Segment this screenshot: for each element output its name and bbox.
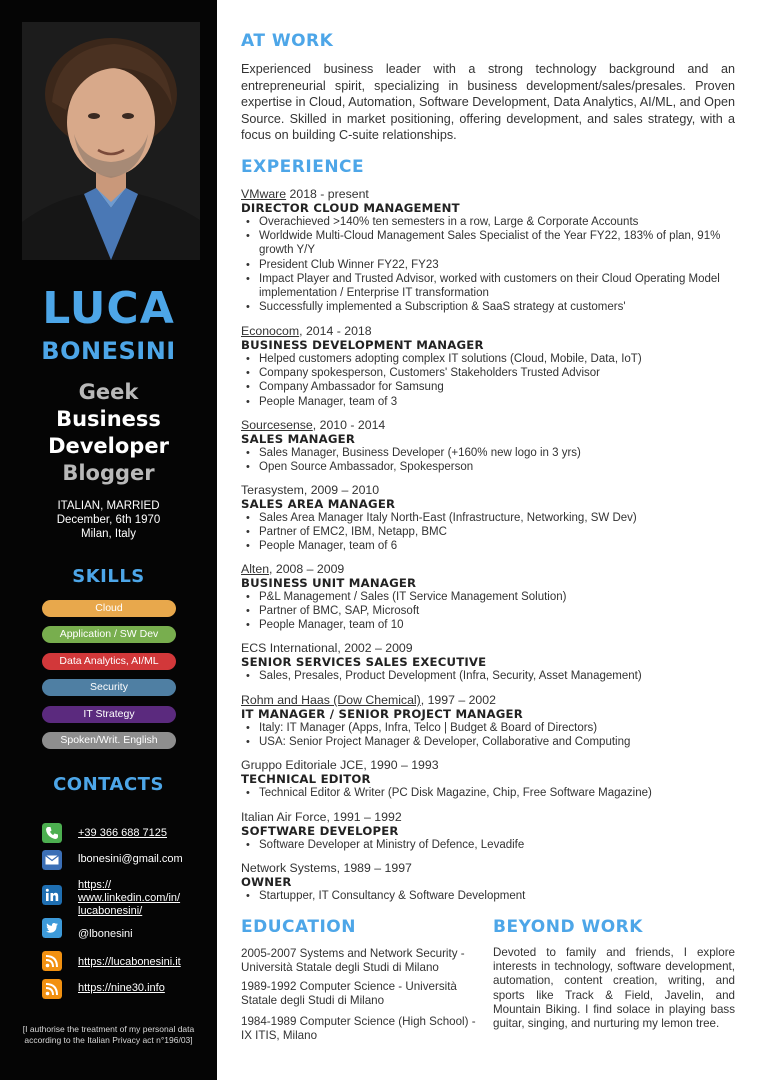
job-bullet: • Open Source Ambassador, Spokesperson: [241, 460, 741, 474]
job-bullet: • USA: Senior Project Manager & Developer, Collaborative and Computing: [241, 735, 741, 749]
job-role: SALES MANAGER: [241, 432, 356, 446]
job-role: OWNER: [241, 875, 292, 889]
job-bullets: [241, 215, 741, 314]
job-bullet: • Technical Editor & Writer (PC Disk Magazine, Chip, Free Software Magazine): [241, 786, 741, 800]
job-period: , 2002 – 2009: [337, 641, 413, 655]
job-bullets: [241, 511, 741, 554]
rss-icon: [42, 951, 62, 971]
job-company-line: [241, 187, 741, 201]
job-bullet: • Impact Player and Trusted Advisor, worked with customers on their Cloud Operating Model implementation / Enterprise IT transformation: [241, 272, 741, 300]
linkedin-icon: [42, 885, 62, 905]
job-bullets: [241, 669, 741, 683]
contact-site[interactable]: [42, 979, 212, 1001]
job-company: Sourcesense: [241, 418, 313, 432]
job-role: BUSINESS UNIT MANAGER: [241, 576, 417, 590]
job-entry: [241, 758, 741, 800]
contacts-heading: CONTACTS: [53, 774, 164, 795]
education-item: 1984-1989 Computer Science (High School) - IX ITIS, Milano: [241, 1015, 476, 1043]
job-bullet: • People Manager, team of 10: [241, 618, 741, 632]
job-bullet: • Sales, Presales, Product Development (Infra, Security, Asset Management): [241, 669, 741, 683]
skill-badge-data: Data Analytics, AI/ML: [42, 653, 176, 670]
skill-badge-appdev: Application / SW Dev: [42, 626, 176, 643]
twitter-icon: [42, 918, 62, 938]
job-period: , 1997 – 2002: [420, 693, 496, 707]
skill-badge-strategy: IT Strategy: [42, 706, 176, 723]
job-period: , 2010 - 2014: [312, 418, 386, 432]
education-item: 2005-2007 Systems and Network Security - Università Statale degli Studi di Milano: [241, 947, 465, 975]
job-company-line: [241, 562, 741, 576]
site-url[interactable]: https://nine30.info: [78, 982, 165, 994]
job-company-line: [241, 483, 741, 497]
job-company: Rohm and Haas (Dow Chemical): [241, 693, 421, 707]
job-company-line: [241, 861, 741, 875]
job-bullets: [241, 786, 741, 800]
summary-paragraph: Experienced business leader with a strong technology background and an entrepreneurial spirit, specializing in business development/sales/presales. Proven expertise in Cloud, Automation, Software Development, Data Analytics, AI/ML, and Open Source. Skilled in market positioning, offering development, and sales strategy, with a focus on building C-suite relationships.: [241, 62, 735, 143]
job-bullet: • Company spokesperson, Customers' Stakeholders Trusted Advisor: [241, 366, 741, 380]
last-name: BONESINI: [41, 337, 176, 365]
job-entry: [241, 187, 741, 314]
profile-photo: [22, 22, 200, 260]
job-bullet: • Startupper, IT Consultancy & Software Development: [241, 889, 741, 903]
email-address[interactable]: lbonesini@gmail.com: [78, 853, 183, 865]
job-bullets: [241, 721, 741, 749]
blog-url[interactable]: https://lucabonesini.it: [78, 956, 181, 968]
job-bullets: [241, 352, 741, 409]
job-bullet: • People Manager, team of 3: [241, 395, 741, 409]
job-role: SOFTWARE DEVELOPER: [241, 824, 399, 838]
sidebar: [0, 0, 217, 1080]
job-bullet: • Partner of BMC, SAP, Microsoft: [241, 604, 741, 618]
job-bullets: [241, 446, 741, 474]
job-company: Econocom: [241, 324, 300, 338]
job-role: TECHNICAL EDITOR: [241, 772, 371, 786]
job-role: BUSINESS DEVELOPMENT MANAGER: [241, 338, 484, 352]
contact-twitter[interactable]: [42, 918, 212, 940]
tagline-developer: Developer: [48, 434, 169, 458]
job-entry: [241, 641, 741, 683]
job-bullet: • People Manager, team of 6: [241, 539, 741, 553]
job-period: , 1991 – 1992: [326, 810, 402, 824]
phone-number[interactable]: +39 366 688 7125: [78, 827, 168, 839]
job-company: ECS International: [241, 641, 338, 655]
contact-email[interactable]: [42, 850, 212, 872]
job-company: Terasystem: [241, 483, 304, 497]
job-company-line: [241, 693, 741, 707]
phone-icon: [42, 823, 62, 843]
job-company-line: [241, 324, 741, 338]
job-bullets: [241, 838, 741, 852]
personal-birthdate: December, 6th 1970: [56, 514, 161, 526]
job-bullet: • Sales Manager, Business Developer (+160% new logo in 3 yrs): [241, 446, 741, 460]
skill-badge-english: Spoken/Writ. English: [42, 732, 176, 749]
skills-heading: SKILLS: [72, 566, 145, 587]
job-entry: [241, 562, 741, 633]
job-bullet: • P&L Management / Sales (IT Service Management Solution): [241, 590, 741, 604]
first-name: LUCA: [42, 283, 175, 334]
personal-location: Milan, Italy: [81, 528, 136, 540]
job-period: , 2009 – 2010: [303, 483, 380, 497]
twitter-handle[interactable]: @lbonesini: [78, 928, 133, 940]
job-entry: [241, 418, 741, 474]
job-entry: [241, 324, 741, 409]
job-bullet: • Sales Area Manager Italy North-East (Infrastructure, Networking, SW Dev): [241, 511, 741, 525]
job-bullet: • Partner of EMC2, IBM, Netapp, BMC: [241, 525, 741, 539]
education-heading: EDUCATION: [241, 917, 356, 937]
job-entry: [241, 810, 741, 852]
beyond-work-heading: BEYOND WORK: [493, 917, 643, 937]
skill-badge-cloud: Cloud: [42, 600, 176, 617]
job-bullets: [241, 889, 741, 903]
job-bullet: • Worldwide Multi-Cloud Management Sales Specialist of the Year FY22, 183% of plan, 91% growth Y/Y: [241, 229, 741, 257]
job-entry: [241, 693, 741, 749]
experience-heading: EXPERIENCE: [241, 157, 365, 177]
job-company-line: [241, 641, 741, 655]
job-period: , 1989 – 1997: [336, 861, 412, 875]
job-bullet: • Successfully implemented a Subscription & SaaS strategy at customers': [241, 300, 741, 314]
job-role: DIRECTOR CLOUD MANAGEMENT: [241, 201, 460, 215]
job-company: VMware: [241, 187, 287, 201]
tagline-geek: Geek: [78, 380, 139, 404]
job-bullet: • Italy: IT Manager (Apps, Infra, Telco | Budget & Board of Directors): [241, 721, 741, 735]
tagline-blogger: Blogger: [62, 461, 155, 485]
job-period: , 2008 – 2009: [269, 562, 345, 576]
skill-badge-security: Security: [42, 679, 176, 696]
linkedin-url[interactable]: https:// www.linkedin.com/in/ lucabonesini/: [78, 879, 181, 917]
job-period: 2018 - present: [286, 187, 369, 201]
job-period: , 1990 – 1993: [363, 758, 439, 772]
personal-status: ITALIAN, MARRIED: [57, 500, 160, 512]
job-bullet: • Overachieved >140% ten semesters in a row, Large & Corporate Accounts: [241, 215, 741, 229]
privacy-notice: [I authorise the treatment of my personal data according to the Italian Privacy act n°196/03]: [22, 1024, 195, 1045]
job-bullet: • President Club Winner FY22, FY23: [241, 258, 741, 272]
rss-icon: [42, 979, 62, 999]
job-entry: [241, 483, 741, 554]
job-role: IT MANAGER / SENIOR PROJECT MANAGER: [241, 707, 523, 721]
job-company: Italian Air Force: [241, 810, 327, 824]
job-company: Alten: [241, 562, 270, 576]
job-entry: [241, 861, 741, 903]
job-company-line: [241, 418, 741, 432]
job-company-line: [241, 810, 741, 824]
job-role: SENIOR SERVICES SALES EXECUTIVE: [241, 655, 487, 669]
job-company-line: [241, 758, 741, 772]
contact-phone[interactable]: [42, 823, 212, 845]
job-bullets: [241, 590, 741, 633]
job-period: , 2014 - 2018: [299, 324, 372, 338]
job-bullet: • Software Developer at Ministry of Defence, Levadife: [241, 838, 741, 852]
job-role: SALES AREA MANAGER: [241, 497, 396, 511]
email-icon: [42, 850, 62, 870]
job-company: Network Systems: [241, 861, 337, 875]
job-bullet: • Company Ambassador for Samsung: [241, 380, 741, 394]
tagline-business: Business: [56, 407, 161, 431]
at-work-heading: AT WORK: [241, 31, 334, 51]
contact-blog[interactable]: [42, 951, 212, 973]
beyond-work-paragraph: Devoted to family and friends, I explore interests in technology, software development, automation, content creation, writing, and sports like Track & Field, Javelin, and Mountain Biking. I find solace in playing bass guitar, singing, and nurturing my lemon tree.: [493, 946, 735, 1031]
education-item: 1989-1992 Computer Science - Università Statale degli Studi di Milano: [241, 980, 457, 1008]
job-company: Gruppo Editoriale JCE: [241, 758, 364, 772]
job-bullet: • Helped customers adopting complex IT solutions (Cloud, Mobile, Data, IoT): [241, 352, 741, 366]
contact-linkedin[interactable]: [42, 880, 212, 920]
